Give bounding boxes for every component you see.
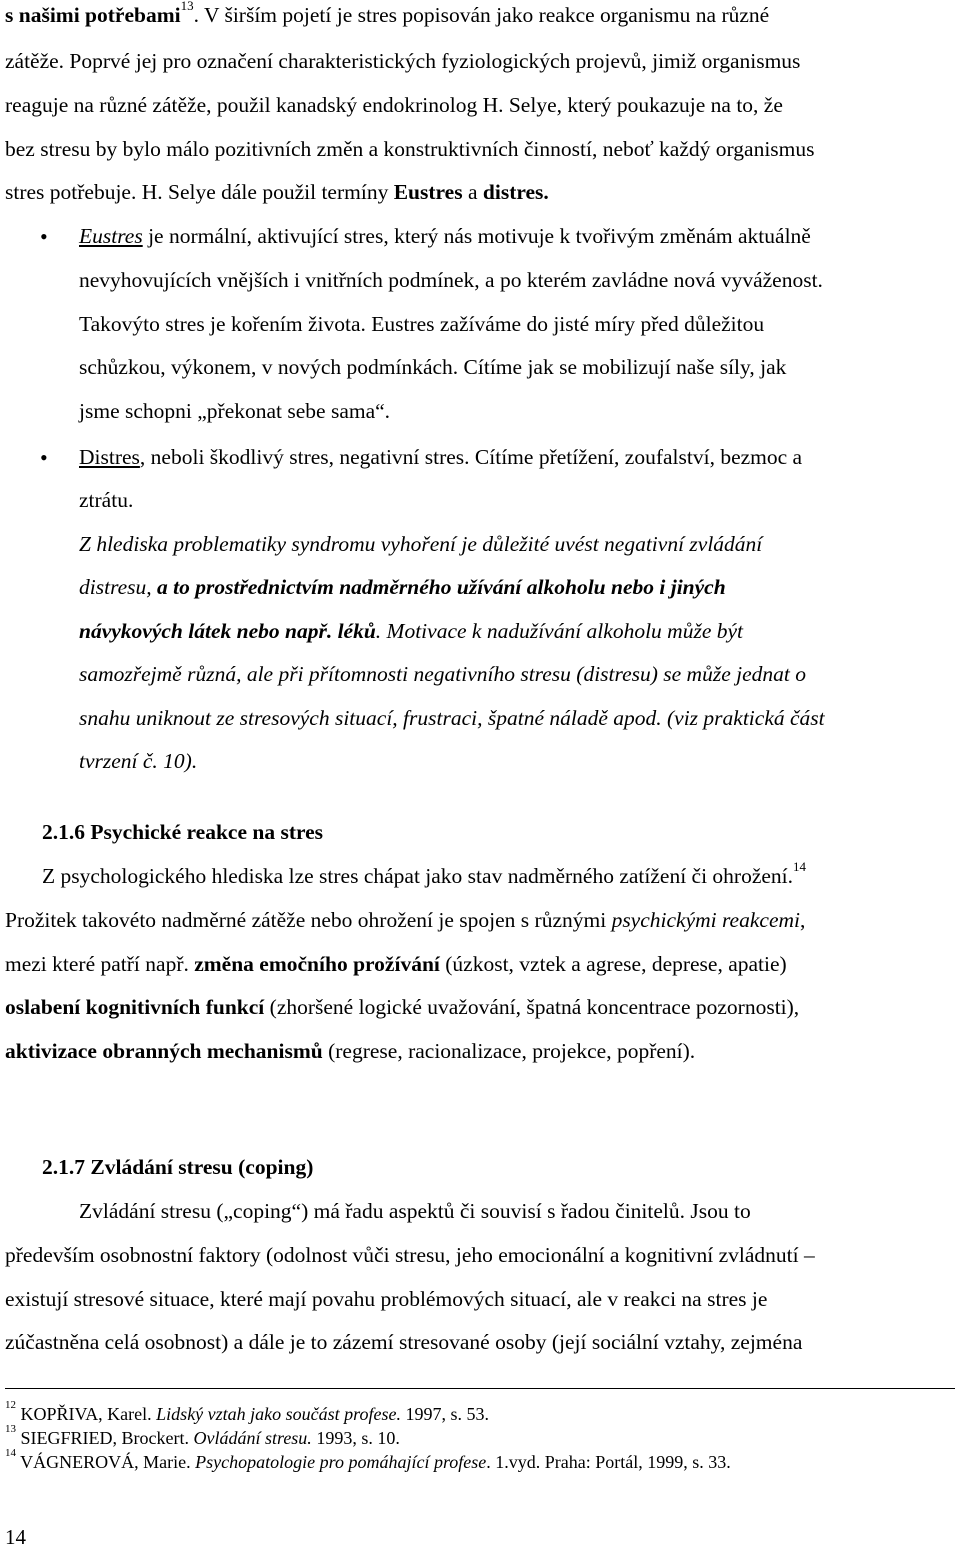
text: mezi které patří např.: [5, 952, 195, 976]
footnote: [5, 1399, 489, 1424]
term-eustres: Eustres: [393, 180, 463, 204]
text-line: jsme schopni „překonat sebe sama“.: [79, 399, 391, 423]
text-line: snahu uniknout ze stresových situací, frustraci, špatné náladě apod. (viz praktická část: [79, 706, 825, 730]
footnote: [5, 1423, 400, 1448]
text: (zhoršené logické uvažování, špatná koncentrace pozornosti),: [264, 995, 800, 1019]
text: stres potřebuje. H. Selye dále použil termíny: [5, 180, 394, 204]
term-distres: Distres: [79, 445, 140, 469]
text: SIEGFRIED, Brockert.: [16, 1428, 194, 1448]
text-line: [5, 997, 799, 1019]
text-line: [5, 910, 805, 932]
bullet-icon: •: [40, 445, 48, 470]
text: .: [543, 180, 549, 204]
text-line: Takovýto stres je kořením života. Eustres zažíváme do jisté míry před důležitou: [79, 312, 765, 336]
text-line: Z hlediska problematiky syndromu vyhoření je důležité uvést negativní zvládání: [79, 532, 763, 556]
italic-text: psychickými reakcemi: [611, 908, 800, 932]
text: . V širším pojetí je stres popisován jako reakce organismu na různé: [193, 3, 770, 27]
text-line: zátěže. Poprvé jej pro označení charakteristických fyziologických projevů, jimiž organismus: [5, 49, 801, 73]
text-line: ztrátu.: [79, 488, 134, 512]
bold-text: oslabení kognitivních funkcí: [5, 995, 265, 1019]
text: je normální, aktivující stres, který nás motivuje k tvořivým změnám aktuálně: [142, 224, 811, 248]
text: ,: [799, 908, 806, 932]
italic-text: Ovládání stresu.: [193, 1428, 312, 1448]
bold-text: a to prostřednictvím nadměrného užívání alkoholu nebo i jiných: [157, 575, 726, 599]
text-line: [42, 859, 807, 888]
term-eustres: Eustres: [79, 224, 143, 248]
text-line: [5, 954, 787, 976]
text: KOPŘIVA, Karel.: [16, 1404, 157, 1424]
text: , neboli škodlivý stres, negativní stres. Cítíme přetížení, zoufalství, bezmoc a: [139, 445, 803, 469]
term-distres: distres: [482, 180, 544, 204]
section-heading: 2.1.6 Psychické reakce na stres: [42, 820, 324, 844]
text: . 1.vyd. Praha: Portál, 1999, s. 33.: [486, 1452, 731, 1472]
text-line: především osobnostní faktory (odolnost vůči stresu, jeho emocionální a kognitivní zvládnutí –: [5, 1243, 815, 1267]
text-line: bez stresu by bylo málo pozitivních změn a konstruktivních činností, neboť každý organismus: [5, 137, 815, 161]
footnote-number: 14: [5, 1447, 16, 1459]
text-line: [5, 0, 770, 27]
footnote-divider: [5, 1388, 955, 1389]
page-number: 14: [5, 1525, 26, 1549]
text-line: [79, 447, 802, 469]
text: 1993, s. 10.: [311, 1428, 400, 1448]
bold-text: aktivizace obranných mechanismů: [5, 1039, 323, 1063]
footnote-ref[interactable]: 14: [793, 859, 807, 874]
text: VÁGNEROVÁ, Marie.: [16, 1452, 196, 1472]
footnote: [5, 1447, 731, 1472]
footnote-number: 12: [5, 1399, 16, 1411]
text-line: zúčastněna celá osobnost) a dále je to zázemí stresované osoby (její sociální vztahy, zejména: [5, 1330, 803, 1354]
text-line: nevyhovujících vnějších i vnitřních podmínek, a po kterém zavládne nová vyváženost.: [79, 268, 823, 292]
text: a: [462, 180, 483, 204]
text-line: reaguje na různé zátěže, použil kanadský endokrinolog H. Selye, který poukazuje na to, že: [5, 93, 783, 117]
text-line: existují stresové situace, které mají povahu problémových situací, ale v reakci na stres je: [5, 1287, 768, 1311]
italic-text: Psychopatologie pro pomáhající profese: [195, 1452, 487, 1472]
italic-text: Lidský vztah jako součást profese.: [156, 1404, 401, 1424]
text: Prožitek takovéto nadměrné zátěže nebo ohrožení je spojen s různými: [5, 908, 612, 932]
text-line: Zvládání stresu („coping“) má řadu aspektů či souvisí s řadou činitelů. Jsou to: [79, 1199, 751, 1223]
text-line: samozřejmě různá, ale při přítomnosti negativního stresu (distresu) se může jednat o: [79, 662, 806, 686]
text-line: schůzkou, výkonem, v nových podmínkách. Cítíme jak se mobilizují naše síly, jak: [79, 355, 787, 379]
text-line: [79, 577, 726, 599]
text-line: tvrzení č. 10).: [79, 749, 198, 773]
bold-text: s našimi potřebami: [5, 3, 181, 27]
footnote-ref[interactable]: 13: [180, 0, 194, 13]
text-line: [79, 226, 811, 248]
text: (regrese, racionalizace, projekce, popření).: [322, 1039, 696, 1063]
section-heading: 2.1.7 Zvládání stresu (coping): [42, 1155, 314, 1179]
text: 1997, s. 53.: [400, 1404, 489, 1424]
footnote-number: 13: [5, 1423, 16, 1435]
bold-text: změna emočního prožívání: [194, 952, 440, 976]
text: Z psychologického hlediska lze stres chápat jako stav nadměrného zatížení či ohrožení.: [42, 864, 794, 888]
bold-text: návykových látek nebo např. léků: [79, 619, 376, 643]
text-line: [5, 1041, 695, 1063]
bullet-icon: •: [40, 224, 48, 249]
text: (úzkost, vztek a agrese, deprese, apatie): [439, 952, 787, 976]
text: distresu,: [79, 575, 158, 599]
text-line: [5, 182, 549, 204]
text-line: [79, 621, 743, 643]
text: . Motivace k nadužívání alkoholu může být: [375, 619, 743, 643]
